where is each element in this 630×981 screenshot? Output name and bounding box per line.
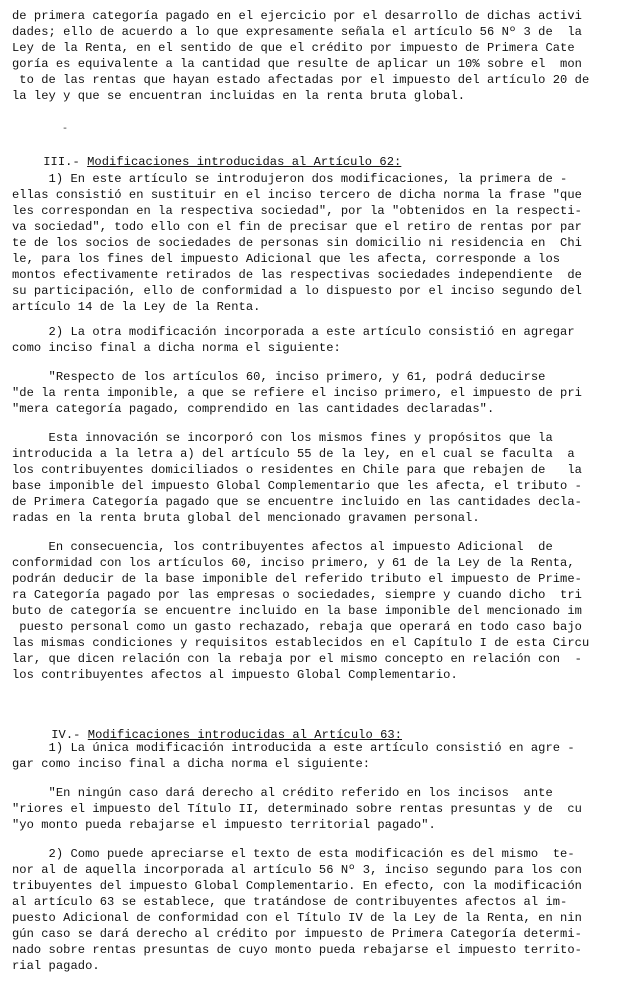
text-line: "mera categoría pagado, comprendido en las cantidades declaradas". <box>12 402 495 416</box>
text-line: 1) En este artículo se introdujeron dos modificaciones, la primera de - <box>12 172 568 186</box>
text-line: Ley de la Renta, en el sentido de que el crédito por impuesto de Primera Cate <box>12 41 575 55</box>
text-line: al artículo 63 se establece, que tratándose de contribuyentes afectos al im- <box>12 895 568 909</box>
text-line: base imponible del impuesto Global Complementario que les afecta, el tributo - <box>12 479 582 493</box>
text-line: "yo monto pueda rebajarse el impuesto territorial pagado". <box>12 818 436 832</box>
text-line: Esta innovación se incorporó con los mismos fines y propósitos que la <box>12 431 553 445</box>
text-line: ra Categoría pagado por las empresas o sociedades, siempre y cuando dicho tri <box>12 588 582 602</box>
text-line: de Primera Categoría pagado que se encuentre incluido en las cantidades decla- <box>12 495 582 509</box>
text-line: to de las rentas que hayan estado afectadas por el impuesto del artículo 20 de <box>12 73 590 87</box>
text-line: tribuyentes del impuesto Global Complementario. En efecto, con la modificación <box>12 879 582 893</box>
section-number: III.- <box>43 155 80 169</box>
text-line: buto de categoría se encuentre incluido en la base imponible del mencionado im <box>12 604 582 618</box>
stray-mark: - <box>62 124 69 135</box>
section-title: Modificaciones introducidas al Artículo 62: <box>87 155 402 169</box>
text-line: como inciso final a dicha norma el siguiente: <box>12 341 341 355</box>
section-number: IV.- <box>51 728 81 742</box>
text-line: 1) La única modificación introducida a este artículo consistió en agre - <box>12 741 575 755</box>
text-line: le, para los fines del impuesto Adicional que les afecta, corresponde a los <box>12 252 561 266</box>
text-line: rial pagado. <box>12 959 100 973</box>
text-line: goría es equivalente a la cantidad que resulte de aplicar un 10% sobre el mon <box>12 57 582 71</box>
text-line: puesto Adicional de conformidad con el Título IV de la Ley de la Renta, en nin <box>12 911 582 925</box>
text-line: 2) La otra modificación incorporada a este artículo consistió en agregar <box>12 325 575 339</box>
text-line: 2) Como puede apreciarse el texto de esta modificación es del mismo te- <box>12 847 575 861</box>
text-line: puesto personal como un gasto rechazado, rebaja que operará en todo caso bajo <box>12 620 582 634</box>
text-line: "Respecto de los artículos 60, inciso primero, y 61, podrá deducirse <box>12 370 546 384</box>
text-line: te de los socios de sociedades de personas sin domicilio ni residencia en Chi <box>12 236 582 250</box>
section-heading-iv <box>22 711 403 742</box>
text-line: "de la renta imponible, a que se refiere el inciso primero, el impuesto de pri <box>12 386 582 400</box>
text-line: su participación, ello de conformidad a lo dispuesto por el inciso segundo del <box>12 284 582 298</box>
text-line: gún caso se dará derecho al crédito por impuesto de Primera Categoría determi- <box>12 927 582 941</box>
text-line: montos efectivamente retirados de las respectivas sociedades independiente de <box>12 268 582 282</box>
text-line: conformidad con los artículos 60, inciso primero, y 61 de la Ley de la Renta, <box>12 556 575 570</box>
text-line: de primera categoría pagado en el ejercicio por el desarrollo de dichas activi <box>12 9 582 23</box>
text-line: los contribuyentes domiciliados o residentes en Chile para que rebajen de la <box>12 463 582 477</box>
text-line: introducida a la letra a) del artículo 55 de la ley, en el cual se faculta a <box>12 447 575 461</box>
section-heading-iii <box>14 138 402 169</box>
text-line: las mismas condiciones y requisitos establecidos en el Capítulo I de esta Circu <box>12 636 590 650</box>
text-line: va sociedad", todo ello con el fin de precisar que el retiro de rentas por par <box>12 220 582 234</box>
text-line: artículo 14 de la Ley de la Renta. <box>12 300 261 314</box>
text-line: "En ningún caso dará derecho al crédito referido en los incisos ante <box>12 786 553 800</box>
text-line: radas en la renta bruta global del mencionado gravamen personal. <box>12 511 480 525</box>
text-line: gar como inciso final a dicha norma el siguiente: <box>12 757 371 771</box>
text-line: los contribuyentes afectos al impuesto Global Complementario. <box>12 668 458 682</box>
text-line: nado sobre rentas presuntas de cuyo monto pueda rebajarse el impuesto territo- <box>12 943 582 957</box>
text-line: dades; ello de acuerdo a lo que expresamente señala el artículo 56 Nº 3 de la <box>12 25 582 39</box>
text-line: la ley y que se encuentran incluidas en la renta bruta global. <box>12 89 466 103</box>
text-line: lar, que dicen relación con la rebaja por el mismo concepto en relación con - <box>12 652 582 666</box>
text-line: podrán deducir de la base imponible del referido tributo el impuesto de Prime- <box>12 572 582 586</box>
text-line: nor al de aquella incorporada al artículo 56 Nº 3, inciso segundo para los con <box>12 863 582 877</box>
text-line: ellas consistió en sustituir en el inciso tercero de dicha norma la frase "que <box>12 188 582 202</box>
section-title: Modificaciones introducidas al Artículo 63: <box>87 728 403 742</box>
text-line: les correspondan en la respectiva sociedad", por la "obtenidos en la respecti- <box>12 204 582 218</box>
text-line: En consecuencia, los contribuyentes afectos al impuesto Adicional de <box>12 540 553 554</box>
text-line: "riores el impuesto del Título II, determinado sobre rentas presuntas y de cu <box>12 802 582 816</box>
